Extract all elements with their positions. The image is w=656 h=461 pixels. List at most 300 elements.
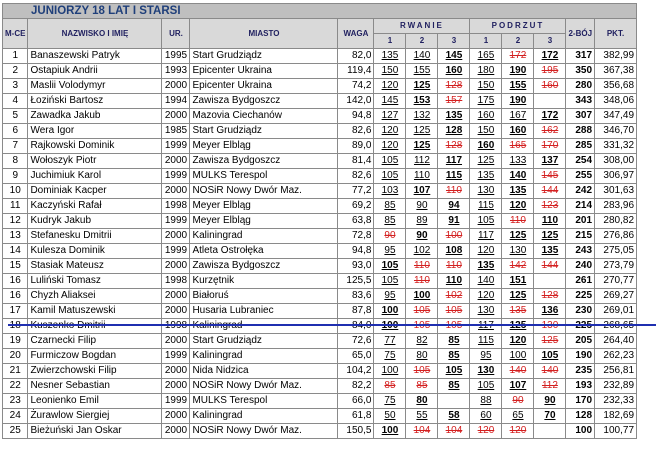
place-cell: 7 [3,139,28,154]
cj-attempt-2: 165 [502,139,534,154]
year-cell: 2000 [162,79,190,94]
points-cell: 382,99 [595,49,637,64]
snatch-attempt-1: 103 [374,184,406,199]
place-cell: 1 [3,49,28,64]
points-cell: 331,32 [595,139,637,154]
table-row [3,124,637,139]
weight-cell: 66,0 [338,394,374,409]
table-row [3,79,637,94]
snatch-attempt-1: 105 [374,154,406,169]
weight-cell: 82,2 [338,379,374,394]
place-cell: 19 [3,334,28,349]
total-cell: 215 [566,229,595,244]
points-cell: 269,01 [595,304,637,319]
snatch-attempt-1: 100 [374,304,406,319]
place-cell: 17 [3,304,28,319]
snatch-attempt-1: 105 [374,274,406,289]
place-cell: 20 [3,349,28,364]
weight-cell: 125,5 [338,274,374,289]
place-cell [3,319,28,334]
weight-cell [338,319,374,334]
cj-attempt-3: 137 [534,154,566,169]
snatch-attempt-2: 125 [406,139,438,154]
table-row [3,199,637,214]
cj-attempt-2: 190 [502,94,534,109]
snatch-attempt-3 [438,394,470,409]
place-cell: 22 [3,379,28,394]
cj-attempt-2: 140 [502,169,534,184]
city-cell: Meyer Elbląg [190,214,338,229]
points-cell: 348,06 [595,94,637,109]
snatch-attempt-3: 135 [438,109,470,124]
name-cell: Kudryk Jakub [28,214,162,229]
points-cell: 308,00 [595,154,637,169]
table-row [3,169,637,184]
total-cell [566,319,595,334]
cj-attempt-2: 125 [502,229,534,244]
name-cell: Zwierzchowski Filip [28,364,162,379]
total-cell: 201 [566,214,595,229]
table-row [3,319,637,334]
cj-attempt-1: 120 [470,289,502,304]
cj-attempt-1: 175 [470,94,502,109]
snatch-attempt-3: 85 [438,334,470,349]
snatch-attempt-1: 50 [374,409,406,424]
city-cell: Zawisza Bydgoszcz [190,154,338,169]
city-cell: Epicenter Ukraina [190,79,338,94]
results-table [2,3,637,439]
table-row [3,424,637,439]
city-cell: Kaliningrad [190,409,338,424]
snatch-attempt-1: 120 [374,139,406,154]
cj-attempt-3: 162 [534,124,566,139]
total-cell: 243 [566,244,595,259]
cj-attempt-3 [534,424,566,439]
cj-attempt-1: 105 [470,379,502,394]
cj-attempt-2: 125 [502,289,534,304]
city-cell: NOSiR Nowy Dwór Maz. [190,379,338,394]
cj-attempt-3: 136 [534,304,566,319]
snatch-attempt-3: 104 [438,424,470,439]
name-cell: Nesner Sebastian [28,379,162,394]
city-cell: NOSiR Nowy Dwór Maz. [190,424,338,439]
city-cell: Mazovia Ciechanów [190,109,338,124]
snatch-attempt-2: 140 [406,49,438,64]
cj-attempt-3: 112 [534,379,566,394]
weight-cell: 77,2 [338,184,374,199]
total-cell: 230 [566,304,595,319]
total-cell: 214 [566,199,595,214]
name-cell: Stefanesku Dmitrii [28,229,162,244]
cj-attempt-1: 135 [470,259,502,274]
city-cell: MULKS Terespol [190,394,338,409]
city-cell: Nida Nidzica [190,364,338,379]
name-cell: Chyzh Aliaksei [28,289,162,304]
snatch-attempt-2: 125 [406,79,438,94]
city-cell: MULKS Terespol [190,169,338,184]
city-cell: Kaliningrad [190,229,338,244]
total-cell: 254 [566,154,595,169]
snatch-attempt-2: 82 [406,334,438,349]
year-cell: 2000 [162,289,190,304]
snatch-attempt-2: 132 [406,109,438,124]
year-cell: 2000 [162,154,190,169]
cj-attempt-2: 110 [502,214,534,229]
year-cell: 1985 [162,124,190,139]
table-row [3,259,637,274]
total-cell: 242 [566,184,595,199]
points-cell: 264,40 [595,334,637,349]
city-cell: Start Grudziądz [190,334,338,349]
table-row [3,379,637,394]
cj-attempt-2: 120 [502,424,534,439]
weight-cell: 93,0 [338,259,374,274]
cj-attempt-2: 130 [502,244,534,259]
cj-attempt-3: 125 [534,334,566,349]
name-cell: Banaszewski Patryk [28,49,162,64]
weight-cell: 87,8 [338,304,374,319]
snatch-attempt-1: 127 [374,109,406,124]
total-cell: 255 [566,169,595,184]
snatch-attempt-3: 128 [438,79,470,94]
snatch-attempt-1: 100 [374,364,406,379]
cj-attempt-1: 95 [470,349,502,364]
table-row [3,409,637,424]
year-cell: 2000 [162,379,190,394]
total-cell: 205 [566,334,595,349]
cj-attempt-2: 142 [502,259,534,274]
name-cell: Bieżuński Jan Oskar [28,424,162,439]
year-cell: 1999 [162,169,190,184]
city-cell: Meyer Elbląg [190,199,338,214]
cj-attempt-2: 65 [502,409,534,424]
cj-attempt-2: 120 [502,334,534,349]
year-cell: 2000 [162,364,190,379]
cj-attempt-1: 160 [470,139,502,154]
name-cell: Wołoszyk Piotr [28,154,162,169]
total-cell: 193 [566,379,595,394]
snatch-attempt-2: 80 [406,349,438,364]
cj-attempt-1: 150 [470,124,502,139]
snatch-attempt-1: 85 [374,214,406,229]
cj-attempt-3: 172 [534,49,566,64]
cj-attempt-3: 144 [534,184,566,199]
points-cell: 301,63 [595,184,637,199]
snatch-attempt-2: 110 [406,274,438,289]
cj-attempt-3: 144 [534,259,566,274]
cj-attempt-3: 110 [534,214,566,229]
name-cell: Maslii Volodymyr [28,79,162,94]
cj-attempt-2: 155 [502,79,534,94]
name-cell: Luliński Tomasz [28,274,162,289]
cj-attempt-3 [534,94,566,109]
cj-attempt-1: 120 [470,424,502,439]
cj-attempt-3 [534,319,566,334]
place-cell: 11 [3,199,28,214]
snatch-attempt-3: 100 [438,229,470,244]
cj-attempt-3: 125 [534,229,566,244]
weight-cell: 94,8 [338,109,374,124]
header-snatch: RWANIE [374,19,470,34]
points-cell: 273,79 [595,259,637,274]
place-cell: 10 [3,184,28,199]
cj-attempt-1: 130 [470,184,502,199]
cj-attempt-3 [534,274,566,289]
table-row [3,349,637,364]
points-cell: 347,49 [595,109,637,124]
name-cell: Kamil Matuszewski [28,304,162,319]
year-cell: 2000 [162,184,190,199]
cj-attempt-2: 135 [502,184,534,199]
weight-cell: 83,6 [338,289,374,304]
snatch-attempt-1: 105 [374,259,406,274]
place-cell: 16 [3,274,28,289]
place-cell: 12 [3,214,28,229]
weight-cell: 61,8 [338,409,374,424]
table-row [3,364,637,379]
city-cell: Zawisza Bydgoszcz [190,259,338,274]
points-cell: 283,96 [595,199,637,214]
city-cell: Atleta Ostrołęka [190,244,338,259]
snatch-attempt-2: 112 [406,154,438,169]
snatch-attempt-1: 77 [374,334,406,349]
cj-attempt-1: 140 [470,274,502,289]
place-cell: 3 [3,79,28,94]
total-cell: 190 [566,349,595,364]
snatch-attempt-3: 160 [438,64,470,79]
table-row [3,289,637,304]
place-cell: 25 [3,424,28,439]
year-cell: 1999 [162,349,190,364]
table-row [3,154,637,169]
cj-attempt-3: 70 [534,409,566,424]
city-cell: Białoruś [190,289,338,304]
snatch-attempt-1: 95 [374,289,406,304]
city-cell: Zawisza Bydgoszcz [190,94,338,109]
snatch-attempt-2: 110 [406,259,438,274]
year-cell: 2000 [162,229,190,244]
place-cell: 2 [3,64,28,79]
header-snatch-3: 3 [438,34,470,49]
table-row [3,139,637,154]
name-cell: Rajkowski Dominik [28,139,162,154]
header-place: M-CE [3,19,28,49]
year-cell [162,319,190,334]
cj-attempt-1: 160 [470,109,502,124]
cj-attempt-1: 180 [470,64,502,79]
cj-attempt-1: 88 [470,394,502,409]
year-cell: 1995 [162,49,190,64]
header-snatch-2: 2 [406,34,438,49]
total-cell: 350 [566,64,595,79]
header-city: MIASTO [190,19,338,49]
snatch-attempt-3: 58 [438,409,470,424]
snatch-attempt-1: 95 [374,244,406,259]
snatch-attempt-3: 128 [438,139,470,154]
city-cell: NOSiR Nowy Dwór Maz. [190,184,338,199]
cj-attempt-1: 115 [470,334,502,349]
header-points: PKT. [595,19,637,49]
table-row [3,394,637,409]
year-cell: 2000 [162,109,190,124]
total-cell: 307 [566,109,595,124]
weight-cell: 82,6 [338,169,374,184]
table-row [3,334,637,349]
year-cell: 1999 [162,394,190,409]
city-cell: Kaliningrad [190,349,338,364]
cj-attempt-1: 115 [470,199,502,214]
weight-cell: 72,8 [338,229,374,244]
cj-attempt-2: 167 [502,109,534,124]
year-cell: 1998 [162,274,190,289]
weight-cell: 74,2 [338,79,374,94]
header-cj: PODRZUT [470,19,566,34]
name-cell: Zawadka Jakub [28,109,162,124]
snatch-attempt-1: 120 [374,124,406,139]
year-cell: 2000 [162,334,190,349]
place-cell: 5 [3,109,28,124]
table-row [3,274,637,289]
weight-cell: 104,2 [338,364,374,379]
name-cell: Wera Igor [28,124,162,139]
total-cell: 170 [566,394,595,409]
cj-attempt-2: 100 [502,349,534,364]
cj-attempt-3: 90 [534,394,566,409]
cj-attempt-1: 165 [470,49,502,64]
points-cell: 356,68 [595,79,637,94]
cj-attempt-1: 130 [470,304,502,319]
weight-cell: 65,0 [338,349,374,364]
snatch-attempt-3: 85 [438,379,470,394]
city-cell: Epicenter Ukraina [190,64,338,79]
total-cell: 240 [566,259,595,274]
city-cell: Start Grudziądz [190,124,338,139]
table-row [3,109,637,124]
snatch-attempt-1: 75 [374,394,406,409]
qualification-line [8,324,656,326]
cj-attempt-3: 140 [534,364,566,379]
snatch-attempt-3: 117 [438,154,470,169]
points-cell: 306,97 [595,169,637,184]
cj-attempt-2: 120 [502,199,534,214]
snatch-attempt-3: 145 [438,49,470,64]
name-cell: Stasiak Mateusz [28,259,162,274]
snatch-attempt-2: 105 [406,304,438,319]
snatch-attempt-3: 94 [438,199,470,214]
snatch-attempt-3: 157 [438,94,470,109]
table-row [3,184,637,199]
snatch-attempt-1: 75 [374,349,406,364]
header-cj-2: 2 [502,34,534,49]
snatch-attempt-3: 91 [438,214,470,229]
snatch-attempt-2: 107 [406,184,438,199]
cj-attempt-3: 160 [534,79,566,94]
header-name: NAZWISKO I IMIĘ [28,19,162,49]
year-cell: 2000 [162,424,190,439]
table-row [3,229,637,244]
total-cell: 317 [566,49,595,64]
snatch-attempt-3: 108 [438,244,470,259]
points-cell: 280,82 [595,214,637,229]
cj-attempt-2: 107 [502,379,534,394]
cj-attempt-2: 172 [502,49,534,64]
place-cell: 4 [3,94,28,109]
place-cell: 16 [3,289,28,304]
name-cell: Juchimiuk Karol [28,169,162,184]
sheet-title: JUNIORZY 18 LAT I STARSI [3,4,637,19]
header-year: UR. [162,19,190,49]
weight-cell: 82,0 [338,49,374,64]
snatch-attempt-2: 85 [406,379,438,394]
points-cell: 232,33 [595,394,637,409]
place-cell: 14 [3,244,28,259]
points-cell: 367,38 [595,64,637,79]
cj-attempt-2: 151 [502,274,534,289]
weight-cell: 150,5 [338,424,374,439]
name-cell: Żurawlow Siergiej [28,409,162,424]
cj-attempt-1: 120 [470,244,502,259]
year-cell: 1998 [162,199,190,214]
place-cell: 9 [3,169,28,184]
total-cell: 100 [566,424,595,439]
cj-attempt-1: 130 [470,364,502,379]
results-body [3,4,637,439]
snatch-attempt-2: 80 [406,394,438,409]
snatch-attempt-2: 110 [406,169,438,184]
snatch-attempt-1: 90 [374,229,406,244]
snatch-attempt-3: 102 [438,289,470,304]
name-cell: Leonienko Emil [28,394,162,409]
snatch-attempt-3: 128 [438,124,470,139]
place-cell: 8 [3,154,28,169]
cj-attempt-2: 135 [502,304,534,319]
name-cell: Kulesza Dominik [28,244,162,259]
cj-attempt-2 [502,319,534,334]
snatch-attempt-2 [406,319,438,334]
snatch-attempt-1: 85 [374,379,406,394]
header-cj-3: 3 [534,34,566,49]
snatch-attempt-2: 55 [406,409,438,424]
cj-attempt-2: 90 [502,394,534,409]
place-cell: 13 [3,229,28,244]
points-cell: 270,77 [595,274,637,289]
points-cell: 275,05 [595,244,637,259]
name-cell [28,319,162,334]
cj-attempt-3: 123 [534,199,566,214]
city-cell: Meyer Elbląg [190,139,338,154]
points-cell: 100,77 [595,424,637,439]
snatch-attempt-2: 102 [406,244,438,259]
cj-attempt-2: 133 [502,154,534,169]
name-cell: Furmiczow Bogdan [28,349,162,364]
weight-cell: 63,8 [338,214,374,229]
name-cell: Dominiak Kacper [28,184,162,199]
place-cell: 24 [3,409,28,424]
snatch-attempt-2: 105 [406,364,438,379]
weight-cell: 81,4 [338,154,374,169]
cj-attempt-3: 105 [534,349,566,364]
snatch-attempt-3: 110 [438,274,470,289]
snatch-attempt-2: 89 [406,214,438,229]
header-cj-1: 1 [470,34,502,49]
snatch-attempt-2: 100 [406,289,438,304]
points-cell: 346,70 [595,124,637,139]
cj-attempt-3: 172 [534,109,566,124]
cj-attempt-1: 125 [470,154,502,169]
cj-attempt-2: 190 [502,64,534,79]
year-cell: 2000 [162,259,190,274]
cj-attempt-1: 105 [470,214,502,229]
